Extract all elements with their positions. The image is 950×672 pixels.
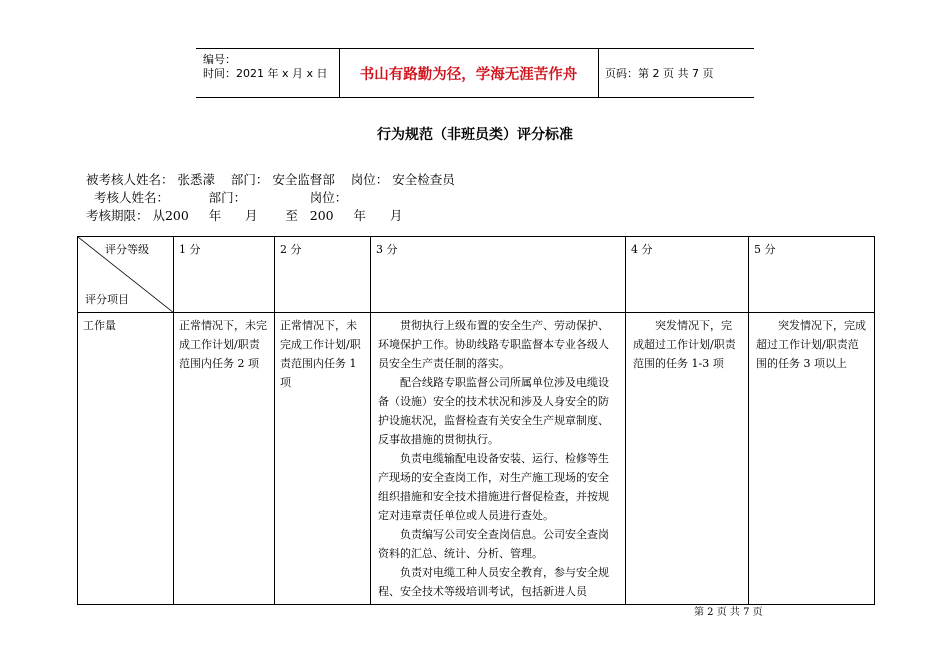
grade-3-criteria bbox=[371, 313, 626, 605]
grade-1-header: 1 分 bbox=[174, 237, 275, 313]
grade-4-header: 4 分 bbox=[626, 237, 749, 313]
grade-3-paragraph: 负责电缆输配电设备安装、运行、检修等生产现场的安全查岗工作，对生产施工现场的安全组织措施和安全技术措施进行督促检查，并按规定对违章责任单位或人员进行查处。 bbox=[378, 452, 609, 522]
motto-text: 书山有路勤为径，学海无涯苦作舟 bbox=[359, 66, 578, 83]
grade-5-text: 突发情况下，完成超过工作计划/职责范围的任务 3 项以上 bbox=[756, 319, 866, 370]
row-label-workload: 工作量 bbox=[78, 313, 174, 605]
grade-1-criteria: 正常情况下，未完成工作计划/职责范围内任务 2 项 bbox=[174, 313, 275, 605]
grade-2-header: 2 分 bbox=[275, 237, 371, 313]
grade-3-paragraph: 贯彻执行上级布置的安全生产、劳动保护、环境保护工作。协助线路专职监督本专业各级人员安全生产责任制的落实。 bbox=[378, 319, 609, 370]
grade-axis-label: 评分等级 bbox=[105, 243, 149, 256]
grade-5-criteria bbox=[749, 313, 875, 605]
scoring-table bbox=[77, 236, 875, 605]
meta-line-examiner: 考核人姓名： 部门： 岗位： bbox=[86, 190, 348, 205]
grade-4-criteria bbox=[626, 313, 749, 605]
grade-4-text: 突发情况下，完成超过工作计划/职责范围的任务 1-3 项 bbox=[633, 319, 736, 370]
grade-3-header: 3 分 bbox=[371, 237, 626, 313]
grade-header-row bbox=[78, 237, 875, 313]
page-header bbox=[196, 48, 754, 98]
grade-3-paragraph: 负责对电缆工种人员安全教育，参与安全规程、安全技术等级培训考试，包括新进人员 bbox=[378, 566, 609, 598]
grade-3-paragraph: 配合线路专职监督公司所属单位涉及电缆设备（设施）安全的技术状况和涉及人身安全的防护设施状况，监督检查有关安全生产规章制度、反事故措施的贯彻执行。 bbox=[378, 376, 609, 446]
meta-line-examinee: 被考核人姓名： 张悉濛 部门： 安全监督部 岗位： 安全检查员 bbox=[86, 172, 455, 187]
code-label: 编号： bbox=[203, 53, 236, 66]
header-motto-cell bbox=[339, 49, 599, 97]
item-axis-label: 评分项目 bbox=[85, 293, 129, 306]
grade-3-paragraph: 负责编写公司安全查岗信息。公司安全查岗资料的汇总、统计、分析、管理。 bbox=[378, 528, 609, 560]
meta-line-period: 考核期限： 从200 年 月 至 200 年 月 bbox=[86, 208, 403, 223]
header-meta-cell bbox=[196, 49, 340, 97]
time-label: 时间：2021 年 x 月 x 日 bbox=[203, 67, 328, 80]
header-page-cell bbox=[599, 49, 754, 97]
page-footer: 第 2 页 共 7 页 bbox=[694, 607, 763, 618]
grade-2-criteria: 正常情况下，未完成工作计划/职责范围内任务 1 项 bbox=[275, 313, 371, 605]
workload-row bbox=[78, 313, 875, 605]
grade-5-header: 5 分 bbox=[749, 237, 875, 313]
diagonal-header-cell bbox=[78, 237, 174, 313]
page-number-label: 页码：第 2 页 共 7 页 bbox=[605, 67, 714, 80]
document-title: 行为规范（非班员类）评分标准 bbox=[377, 127, 573, 143]
